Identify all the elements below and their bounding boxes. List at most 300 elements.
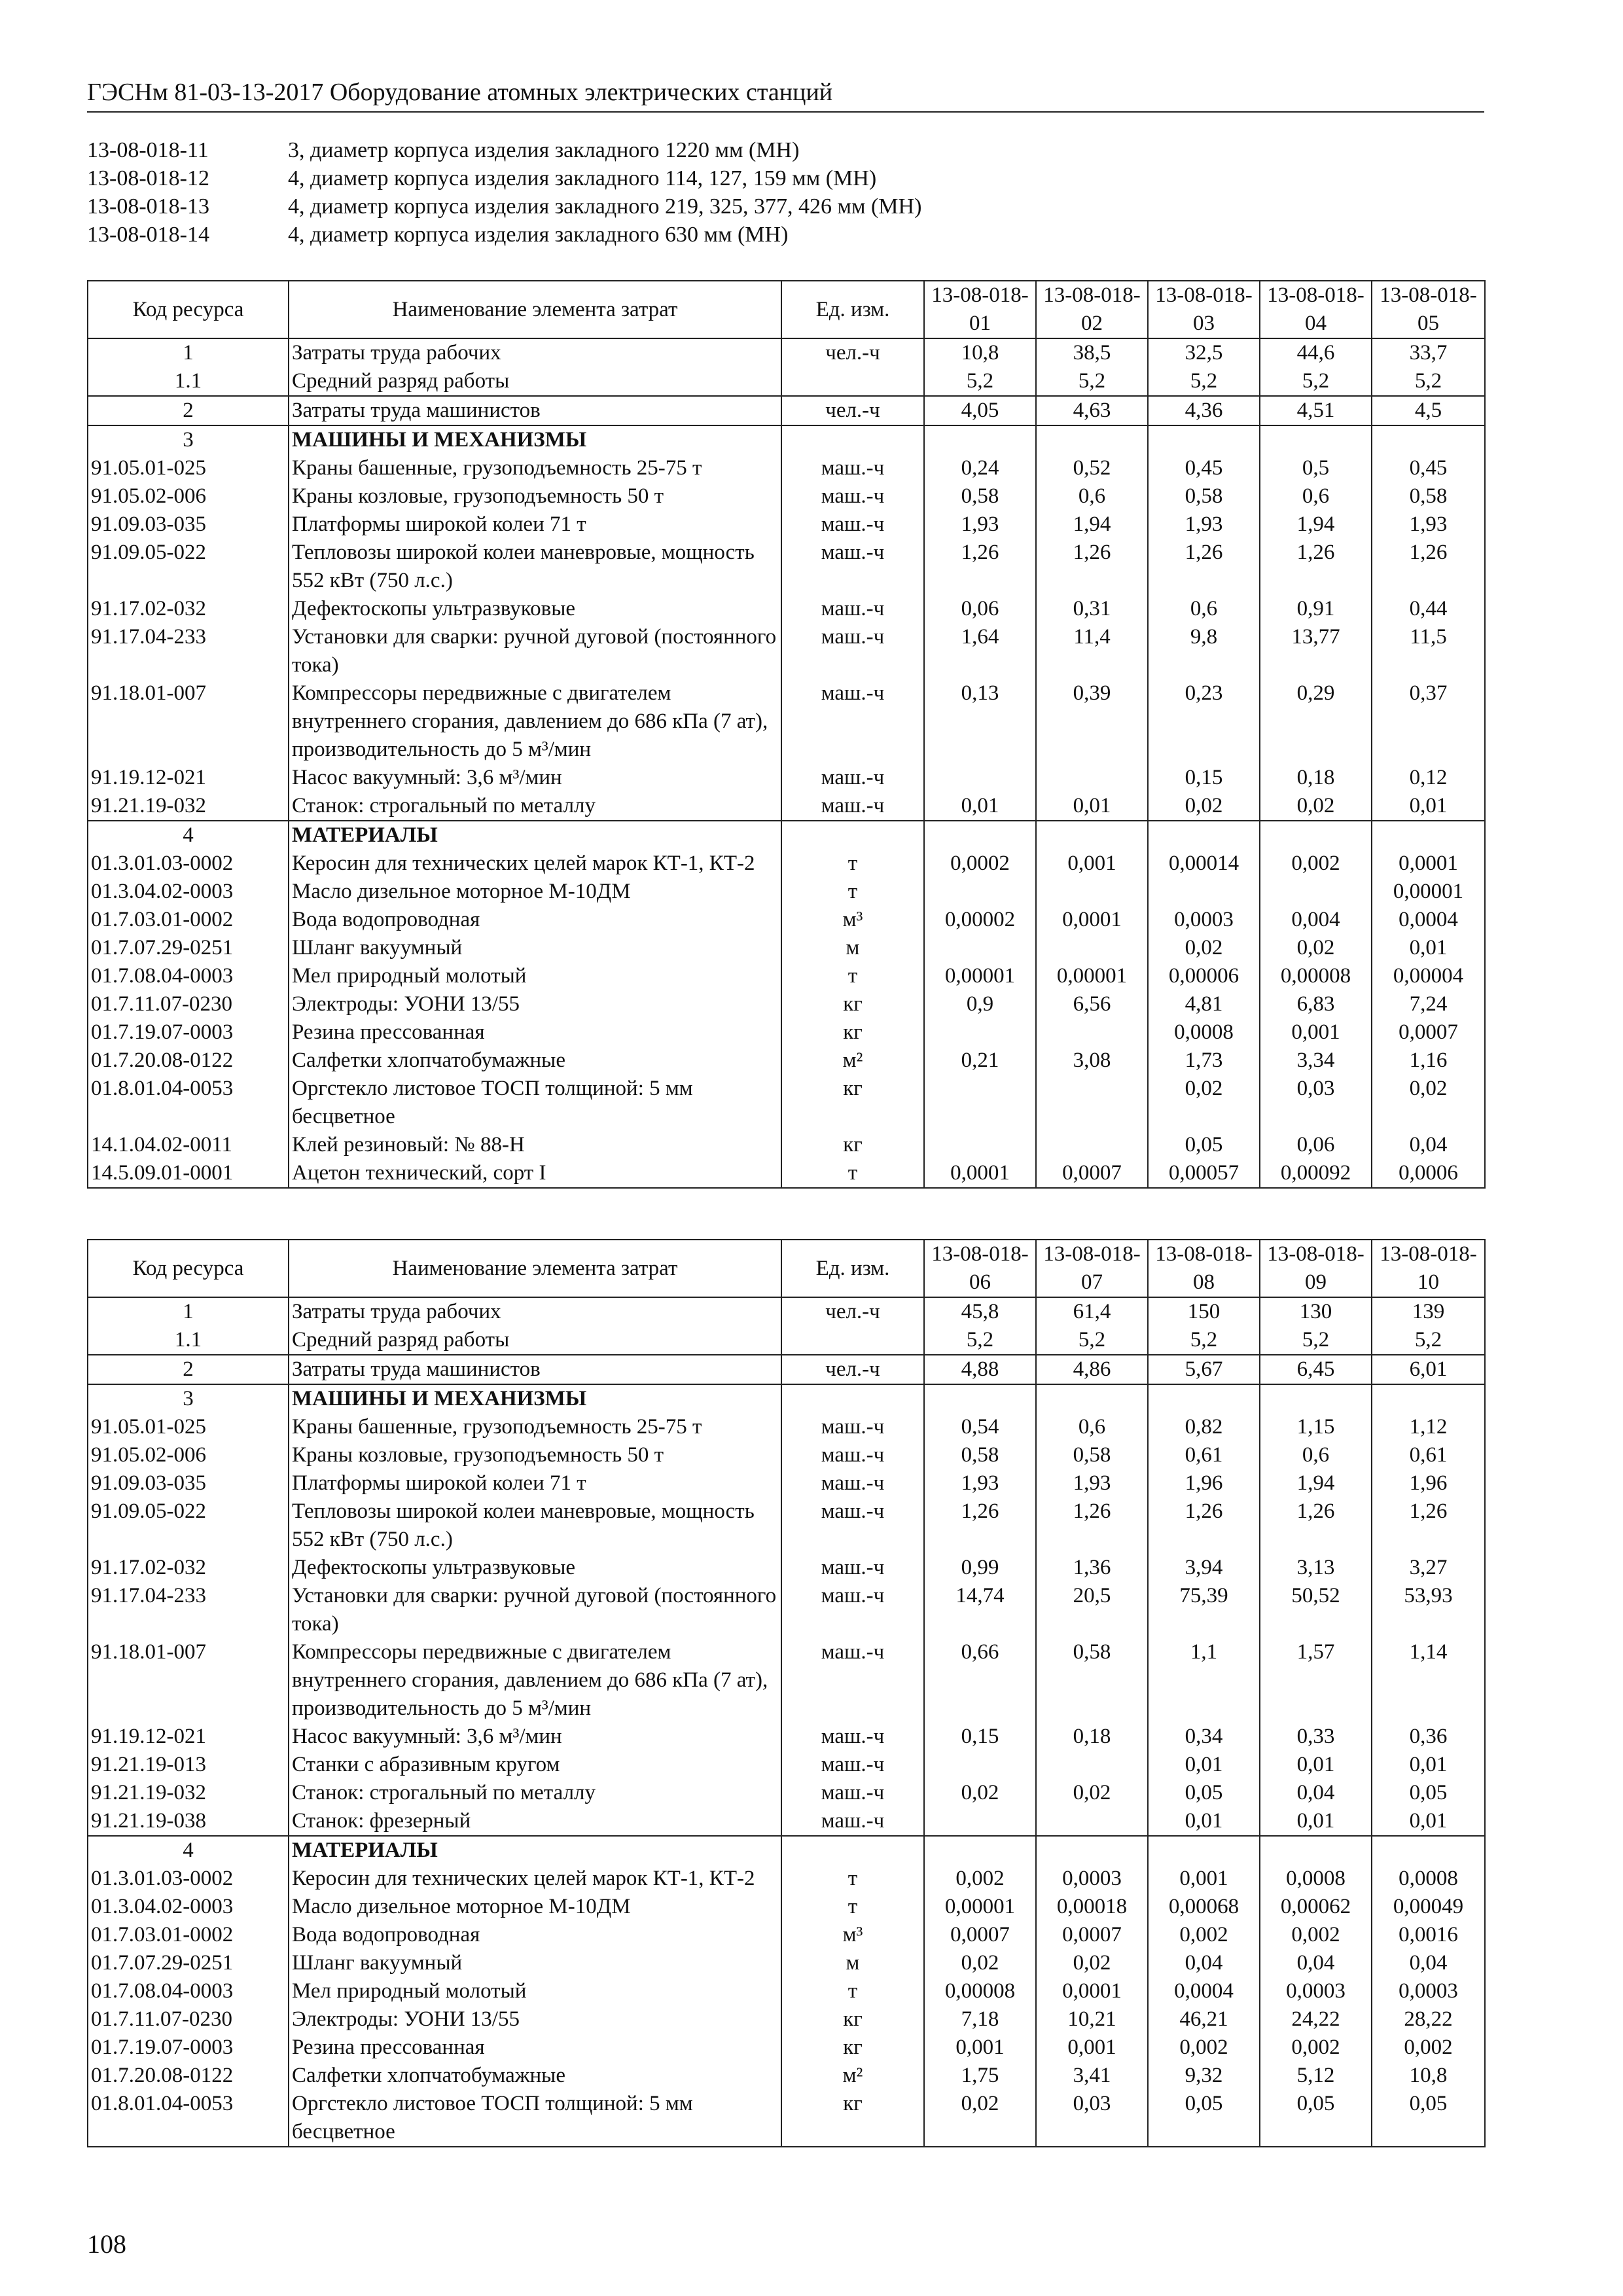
resource-name-cell: Тепловозы широкой колеи маневровые, мощность 552 кВт (750 л.с.) [289, 539, 781, 595]
table-row [88, 1047, 1485, 1075]
value-cell: 4,51 [1260, 396, 1372, 425]
value-cell: 50,52 [1260, 1582, 1372, 1638]
value-cell: 0,18 [1260, 764, 1372, 792]
value-cell: 0,01 [1260, 1751, 1372, 1779]
unit-cell: маш.-ч [781, 792, 924, 821]
value-cell: 0,0004 [1148, 1977, 1260, 2005]
unit-cell: м [781, 934, 924, 962]
table-row [88, 454, 1485, 482]
value-cell: 0,05 [1148, 1131, 1260, 1159]
value-cell: 0,02 [1148, 792, 1260, 821]
value-cell: 5,2 [1148, 367, 1260, 396]
column-header-name: Наименование элемента затрат [289, 1240, 781, 1297]
resource-code-cell: 91.19.12-021 [88, 1723, 289, 1751]
unit-cell: маш.-ч [781, 623, 924, 679]
resource-table-2 [87, 1239, 1486, 2147]
value-cell: 3,27 [1372, 1554, 1485, 1582]
code-list [87, 136, 1484, 249]
value-cell: 0,00062 [1260, 1893, 1372, 1921]
value-cell [924, 1131, 1036, 1159]
resource-code-cell: 91.17.04-233 [88, 1582, 289, 1638]
value-cell: 9,8 [1148, 623, 1260, 679]
value-cell: 0,24 [924, 454, 1036, 482]
value-cell: 1,96 [1372, 1469, 1485, 1498]
value-cell: 1,75 [924, 2062, 1036, 2090]
table-row [88, 2034, 1485, 2062]
value-cell: 0,02 [1260, 792, 1372, 821]
value-cell: 0,00004 [1372, 962, 1485, 990]
unit-cell: маш.-ч [781, 1441, 924, 1469]
value-cell: 11,5 [1372, 623, 1485, 679]
value-cell: 1,73 [1148, 1047, 1260, 1075]
value-cell: 0,9 [924, 990, 1036, 1018]
resource-code-cell: 91.17.02-032 [88, 1554, 289, 1582]
value-cell [1372, 425, 1485, 454]
unit-cell: чел.-ч [781, 338, 924, 367]
value-cell: 0,34 [1148, 1723, 1260, 1751]
value-cell: 0,58 [1372, 482, 1485, 511]
value-cell: 0,03 [1260, 1075, 1372, 1131]
value-cell: 0,01 [1372, 1751, 1485, 1779]
value-cell: 0,6 [1036, 1413, 1148, 1441]
resource-code-cell: 91.21.19-038 [88, 1807, 289, 1836]
resource-name-cell: Салфетки хлопчатобумажные [289, 1047, 781, 1075]
value-cell: 0,31 [1036, 595, 1148, 623]
resource-name-cell: Оргстекло листовое ТОСП толщиной: 5 мм бесцветное [289, 1075, 781, 1131]
table-row [88, 2062, 1485, 2090]
value-cell: 0,37 [1372, 679, 1485, 764]
unit-cell [781, 821, 924, 850]
unit-cell: маш.-ч [781, 1413, 924, 1441]
table-row [88, 1131, 1485, 1159]
unit-cell: маш.-ч [781, 1638, 924, 1723]
value-cell: 0,54 [924, 1413, 1036, 1441]
table-row [88, 1326, 1485, 1355]
value-cell: 0,001 [1036, 850, 1148, 878]
unit-cell: кг [781, 990, 924, 1018]
value-cell: 0,0004 [1372, 906, 1485, 934]
value-cell: 3,41 [1036, 2062, 1148, 2090]
resource-name-cell: Масло дизельное моторное М-10ДМ [289, 1893, 781, 1921]
table-row [88, 1297, 1485, 1326]
code-list-desc: 3, диаметр корпуса изделия закладного 1220 мм (МН) [288, 138, 800, 162]
value-cell [924, 1836, 1036, 1865]
value-cell: 75,39 [1148, 1582, 1260, 1638]
unit-cell: кг [781, 2005, 924, 2034]
value-cell: 0,0003 [1148, 906, 1260, 934]
resource-name-cell: Мел природный молотый [289, 962, 781, 990]
unit-cell: т [781, 1865, 924, 1893]
table-row [88, 764, 1485, 792]
value-cell: 11,4 [1036, 623, 1148, 679]
value-cell: 0,001 [1036, 2034, 1148, 2062]
value-cell: 0,02 [924, 1949, 1036, 1977]
table-row [88, 1554, 1485, 1582]
value-cell: 13,77 [1260, 623, 1372, 679]
value-cell [1036, 821, 1148, 850]
code-list-item [87, 164, 1484, 192]
resource-name-cell: Установки для сварки: ручной дуговой (постоянного тока) [289, 1582, 781, 1638]
value-cell: 0,0003 [1036, 1865, 1148, 1893]
unit-cell: кг [781, 1131, 924, 1159]
unit-cell: маш.-ч [781, 1779, 924, 1807]
resource-code-cell: 01.3.01.03-0002 [88, 850, 289, 878]
resource-code-cell: 91.09.05-022 [88, 1498, 289, 1554]
value-cell: 1,26 [924, 539, 1036, 595]
value-cell: 0,33 [1260, 1723, 1372, 1751]
value-cell: 3,94 [1148, 1554, 1260, 1582]
value-cell: 1,26 [1036, 539, 1148, 595]
resource-name-cell: Краны башенные, грузоподъемность 25-75 т [289, 454, 781, 482]
resource-name-cell: Резина прессованная [289, 2034, 781, 2062]
table-row [88, 1441, 1485, 1469]
table-row [88, 1807, 1485, 1836]
value-cell: 0,03 [1036, 2090, 1148, 2147]
value-cell: 0,0016 [1372, 1921, 1485, 1949]
value-cell: 10,8 [924, 338, 1036, 367]
unit-cell: маш.-ч [781, 539, 924, 595]
value-cell: 46,21 [1148, 2005, 1260, 2034]
column-header-code: Код ресурса [88, 1240, 289, 1297]
value-cell: 0,00014 [1148, 850, 1260, 878]
value-cell: 0,29 [1260, 679, 1372, 764]
value-cell: 1,94 [1260, 511, 1372, 539]
value-cell [924, 1384, 1036, 1413]
value-cell: 0,82 [1148, 1413, 1260, 1441]
page-header: ГЭСНм 81-03-13-2017 Оборудование атомных электрических станций [87, 73, 1484, 113]
value-cell: 1,26 [1148, 539, 1260, 595]
value-cell: 0,05 [1148, 2090, 1260, 2147]
table-row [88, 1355, 1485, 1384]
resource-code-cell: 91.05.01-025 [88, 1413, 289, 1441]
value-cell: 0,00008 [924, 1977, 1036, 2005]
unit-cell: маш.-ч [781, 1807, 924, 1836]
code-list-item [87, 136, 1484, 164]
column-header-norm: 13-08-018-07 [1036, 1240, 1148, 1297]
value-cell: 0,58 [1036, 1638, 1148, 1723]
code-list-code: 13-08-018-14 [87, 223, 209, 247]
value-cell: 0,0002 [924, 850, 1036, 878]
resource-name-cell: Платформы широкой колеи 71 т [289, 1469, 781, 1498]
value-cell: 1,94 [1036, 511, 1148, 539]
value-cell: 1,14 [1372, 1638, 1485, 1723]
value-cell: 0,0008 [1260, 1865, 1372, 1893]
resource-code-cell: 01.7.19.07-0003 [88, 1018, 289, 1047]
value-cell: 1,93 [1148, 511, 1260, 539]
value-cell [1372, 1384, 1485, 1413]
value-cell [924, 821, 1036, 850]
value-cell: 0,0003 [1260, 1977, 1372, 2005]
value-cell: 3,13 [1260, 1554, 1372, 1582]
resource-name-cell: Станок: фрезерный [289, 1807, 781, 1836]
resource-code-cell: 91.21.19-013 [88, 1751, 289, 1779]
value-cell: 0,00008 [1260, 962, 1372, 990]
value-cell: 0,01 [1372, 792, 1485, 821]
resource-code-cell: 91.09.05-022 [88, 539, 289, 595]
resource-name-cell: Платформы широкой колеи 71 т [289, 511, 781, 539]
table-row [88, 1779, 1485, 1807]
unit-cell: маш.-ч [781, 1469, 924, 1498]
unit-cell: м [781, 1949, 924, 1977]
unit-cell: кг [781, 1075, 924, 1131]
resource-name-cell: Клей резиновый: № 88-Н [289, 1131, 781, 1159]
table-row [88, 1469, 1485, 1498]
value-cell: 1,36 [1036, 1554, 1148, 1582]
resource-code-cell: 01.7.11.07-0230 [88, 990, 289, 1018]
unit-cell [781, 367, 924, 396]
value-cell: 1,26 [924, 1498, 1036, 1554]
value-cell: 1,26 [1036, 1498, 1148, 1554]
value-cell [1148, 1836, 1260, 1865]
value-cell [924, 1807, 1036, 1836]
value-cell: 4,05 [924, 396, 1036, 425]
unit-cell: маш.-ч [781, 595, 924, 623]
table-row [88, 1949, 1485, 1977]
value-cell [924, 1075, 1036, 1131]
unit-cell: маш.-ч [781, 1498, 924, 1554]
value-cell: 5,2 [1036, 367, 1148, 396]
value-cell [1148, 425, 1260, 454]
value-cell: 0,05 [1372, 1779, 1485, 1807]
resource-code-cell: 3 [88, 1384, 289, 1413]
value-cell: 0,04 [1260, 1949, 1372, 1977]
table-row [88, 792, 1485, 821]
value-cell: 0,5 [1260, 454, 1372, 482]
resource-code-cell: 01.7.07.29-0251 [88, 1949, 289, 1977]
unit-cell [781, 1836, 924, 1865]
value-cell: 1,57 [1260, 1638, 1372, 1723]
value-cell: 0,00002 [924, 906, 1036, 934]
table-row [88, 1159, 1485, 1188]
value-cell [1036, 425, 1148, 454]
value-cell [1260, 821, 1372, 850]
value-cell [1036, 1131, 1148, 1159]
value-cell: 0,06 [1260, 1131, 1372, 1159]
resource-code-cell: 4 [88, 821, 289, 850]
value-cell [924, 934, 1036, 962]
value-cell: 0,00001 [1372, 878, 1485, 906]
value-cell: 0,02 [924, 1779, 1036, 1807]
value-cell: 0,00057 [1148, 1159, 1260, 1188]
resource-code-cell: 91.17.04-233 [88, 623, 289, 679]
column-header-norm: 13-08-018-02 [1036, 281, 1148, 338]
value-cell: 5,67 [1148, 1355, 1260, 1384]
value-cell: 0,0007 [1372, 1018, 1485, 1047]
value-cell: 0,001 [1148, 1865, 1260, 1893]
value-cell: 5,2 [1036, 1326, 1148, 1355]
resource-code-cell: 01.7.03.01-0002 [88, 906, 289, 934]
value-cell: 0,02 [1148, 934, 1260, 962]
resource-name-cell: Резина прессованная [289, 1018, 781, 1047]
value-cell: 0,0001 [1036, 1977, 1148, 2005]
resource-code-cell: 91.21.19-032 [88, 792, 289, 821]
resource-name-cell: Станки с абразивным кругом [289, 1751, 781, 1779]
resource-name-cell: Затраты труда машинистов [289, 1355, 781, 1384]
value-cell: 0,004 [1260, 906, 1372, 934]
value-cell: 0,00049 [1372, 1893, 1485, 1921]
resource-code-cell: 1 [88, 1297, 289, 1326]
table-row [88, 878, 1485, 906]
value-cell: 0,61 [1148, 1441, 1260, 1469]
value-cell [1260, 425, 1372, 454]
value-cell: 130 [1260, 1297, 1372, 1326]
resource-name-cell: Затраты труда рабочих [289, 1297, 781, 1326]
resource-code-cell: 91.18.01-007 [88, 1638, 289, 1723]
unit-cell: маш.-ч [781, 679, 924, 764]
value-cell: 44,6 [1260, 338, 1372, 367]
value-cell: 0,0001 [924, 1159, 1036, 1188]
value-cell: 0,52 [1036, 454, 1148, 482]
value-cell: 0,00001 [924, 1893, 1036, 1921]
table-row [88, 1384, 1485, 1413]
table-row [88, 2005, 1485, 2034]
unit-cell: маш.-ч [781, 764, 924, 792]
resource-name-cell: Вода водопроводная [289, 1921, 781, 1949]
table-row [88, 1977, 1485, 2005]
column-header-norm: 13-08-018-06 [924, 1240, 1036, 1297]
unit-cell: маш.-ч [781, 1582, 924, 1638]
value-cell: 0,18 [1036, 1723, 1148, 1751]
resource-code-cell: 01.3.04.02-0003 [88, 1893, 289, 1921]
resource-name-cell: Затраты труда машинистов [289, 396, 781, 425]
value-cell: 45,8 [924, 1297, 1036, 1326]
value-cell: 0,0007 [924, 1921, 1036, 1949]
value-cell: 24,22 [1260, 2005, 1372, 2034]
value-cell: 0,002 [1372, 2034, 1485, 2062]
resource-name-cell: Компрессоры передвижные с двигателем внутреннего сгорания, давлением до 686 кПа (7 ат), производительность до 5 м³/мин [289, 1638, 781, 1723]
resource-name-cell: Электроды: УОНИ 13/55 [289, 2005, 781, 2034]
value-cell: 0,6 [1260, 1441, 1372, 1469]
code-list-desc: 4, диаметр корпуса изделия закладного 114, 127, 159 мм (МН) [288, 166, 877, 190]
table-row [88, 934, 1485, 962]
value-cell [1148, 1384, 1260, 1413]
value-cell [1036, 1384, 1148, 1413]
unit-cell: т [781, 878, 924, 906]
value-cell: 4,63 [1036, 396, 1148, 425]
value-cell: 0,01 [1148, 1751, 1260, 1779]
value-cell: 1,93 [1036, 1469, 1148, 1498]
value-cell: 0,02 [1148, 1075, 1260, 1131]
value-cell [1260, 878, 1372, 906]
value-cell: 150 [1148, 1297, 1260, 1326]
value-cell: 1,96 [1148, 1469, 1260, 1498]
resource-name-cell: Ацетон технический, сорт I [289, 1159, 781, 1188]
value-cell: 0,44 [1372, 595, 1485, 623]
unit-cell [781, 425, 924, 454]
value-cell: 0,001 [1260, 1018, 1372, 1047]
value-cell: 0,6 [1260, 482, 1372, 511]
resource-code-cell: 01.3.04.02-0003 [88, 878, 289, 906]
table-row [88, 1498, 1485, 1554]
unit-cell: т [781, 962, 924, 990]
value-cell: 0,04 [1148, 1949, 1260, 1977]
value-cell: 1,26 [1260, 1498, 1372, 1554]
resource-code-cell: 4 [88, 1836, 289, 1865]
value-cell: 0,002 [924, 1865, 1036, 1893]
value-cell: 53,93 [1372, 1582, 1485, 1638]
table-row [88, 396, 1485, 425]
value-cell: 0,15 [924, 1723, 1036, 1751]
value-cell: 0,36 [1372, 1723, 1485, 1751]
unit-cell: маш.-ч [781, 482, 924, 511]
code-list-desc: 4, диаметр корпуса изделия закладного 219, 325, 377, 426 мм (МН) [288, 194, 922, 219]
value-cell: 0,66 [924, 1638, 1036, 1723]
code-list-code: 13-08-018-12 [87, 166, 209, 190]
table-row [88, 821, 1485, 850]
value-cell: 0,00001 [1036, 962, 1148, 990]
unit-cell: чел.-ч [781, 1355, 924, 1384]
value-cell: 0,58 [924, 482, 1036, 511]
value-cell [924, 878, 1036, 906]
value-cell: 0,0008 [1148, 1018, 1260, 1047]
table-row [88, 1893, 1485, 1921]
value-cell: 0,45 [1148, 454, 1260, 482]
column-header-norm: 13-08-018-01 [924, 281, 1036, 338]
value-cell: 0,0007 [1036, 1921, 1148, 1949]
value-cell: 3,34 [1260, 1047, 1372, 1075]
table-row [88, 425, 1485, 454]
value-cell: 0,00001 [924, 962, 1036, 990]
unit-cell: т [781, 1977, 924, 2005]
value-cell: 1,15 [1260, 1413, 1372, 1441]
value-cell: 33,7 [1372, 338, 1485, 367]
value-cell: 32,5 [1148, 338, 1260, 367]
table-row [88, 1836, 1485, 1865]
value-cell: 0,002 [1260, 2034, 1372, 2062]
resource-name-cell: Насос вакуумный: 3,6 м³/мин [289, 1723, 781, 1751]
resource-name-cell: МАТЕРИАЛЫ [289, 1836, 781, 1865]
resource-name-cell: Дефектоскопы ультразвуковые [289, 595, 781, 623]
value-cell: 7,24 [1372, 990, 1485, 1018]
unit-cell: м³ [781, 906, 924, 934]
resource-code-cell: 91.05.01-025 [88, 454, 289, 482]
resource-name-cell: Компрессоры передвижные с двигателем внутреннего сгорания, давлением до 686 кПа (7 ат), производительность до 5 м³/мин [289, 679, 781, 764]
resource-code-cell: 3 [88, 425, 289, 454]
column-header-norm: 13-08-018-04 [1260, 281, 1372, 338]
resource-name-cell: Масло дизельное моторное М-10ДМ [289, 878, 781, 906]
value-cell: 0,06 [924, 595, 1036, 623]
value-cell: 0,04 [1260, 1779, 1372, 1807]
value-cell: 0,001 [924, 2034, 1036, 2062]
value-cell: 139 [1372, 1297, 1485, 1326]
column-header-norm: 13-08-018-09 [1260, 1240, 1372, 1297]
column-header-code: Код ресурса [88, 281, 289, 338]
resource-code-cell: 01.7.20.08-0122 [88, 1047, 289, 1075]
value-cell: 0,61 [1372, 1441, 1485, 1469]
value-cell: 4,88 [924, 1355, 1036, 1384]
table-row [88, 1751, 1485, 1779]
resource-name-cell: Краны козловые, грузоподъемность 50 т [289, 1441, 781, 1469]
page-number: 108 [87, 2229, 126, 2259]
value-cell: 6,56 [1036, 990, 1148, 1018]
value-cell: 5,2 [1372, 367, 1485, 396]
value-cell: 1,26 [1148, 1498, 1260, 1554]
table-row [88, 1921, 1485, 1949]
value-cell [1260, 1384, 1372, 1413]
resource-code-cell: 01.8.01.04-0053 [88, 2090, 289, 2147]
value-cell: 0,01 [924, 792, 1036, 821]
table-row [88, 1638, 1485, 1723]
value-cell: 1,26 [1372, 1498, 1485, 1554]
resource-code-cell: 1.1 [88, 367, 289, 396]
resource-name-cell: Насос вакуумный: 3,6 м³/мин [289, 764, 781, 792]
table-row [88, 990, 1485, 1018]
resource-name-cell: Тепловозы широкой колеи маневровые, мощность 552 кВт (750 л.с.) [289, 1498, 781, 1554]
resource-code-cell: 14.5.09.01-0001 [88, 1159, 289, 1188]
value-cell: 0,002 [1148, 1921, 1260, 1949]
value-cell: 1,26 [1260, 539, 1372, 595]
resource-name-cell: МАШИНЫ И МЕХАНИЗМЫ [289, 425, 781, 454]
